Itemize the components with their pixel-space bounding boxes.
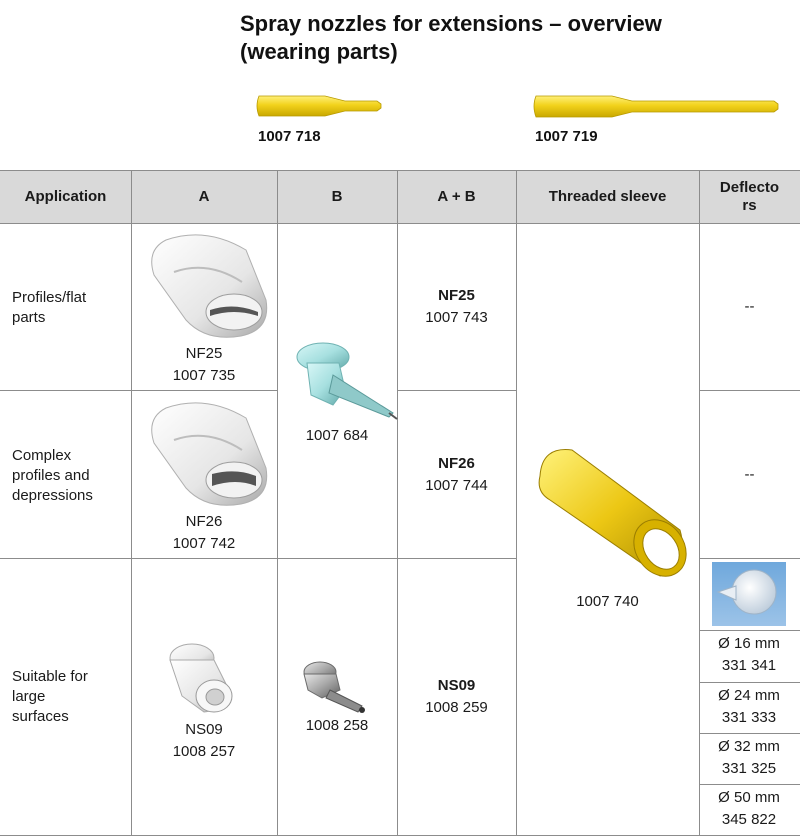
extension-long-part: 1007 719 (535, 128, 598, 145)
page-title (240, 10, 760, 66)
row3-a-label: NS09 1008 257 (172, 721, 236, 760)
ns09-nozzle-image (164, 640, 244, 720)
header-deflectors-line-1: Deflecto (719, 178, 780, 196)
row1-application: Profiles/flat parts (12, 289, 87, 326)
row2-ab-label: NF26 1007 744 (425, 454, 488, 494)
b-nozzle-image (293, 335, 403, 425)
nozzle-table (0, 170, 800, 836)
threaded-sleeve-image (532, 436, 692, 586)
nf26-nozzle-image (146, 398, 276, 510)
extension-short-part: 1007 718 (258, 128, 321, 145)
row2-application: Complex profiles and depressions (12, 447, 93, 504)
deflector-24: Ø 24 mm 331 333 (718, 687, 780, 726)
row3-application: Suitable for large surfaces (12, 668, 88, 725)
header-b: B (277, 170, 397, 223)
row2-deflector: -- (744, 465, 755, 483)
threaded-sleeve-part: 1007 740 (576, 593, 639, 610)
header-threaded-sleeve: Threaded sleeve (516, 170, 699, 223)
row1-deflector: -- (744, 298, 755, 315)
deflector-50: Ø 50 mm 345 822 (718, 789, 780, 828)
deflector-16: Ø 16 mm 331 341 (718, 635, 780, 674)
title-line-2: (wearing parts) (240, 39, 398, 64)
extension-short-image (255, 92, 385, 120)
nf25-nozzle-image (146, 230, 276, 342)
row2-a-label: NF26 1007 742 (172, 513, 236, 552)
header-a: A (131, 170, 277, 223)
title-line-1: Spray nozzles for extensions – overview (240, 11, 662, 36)
deflector-32: Ø 32 mm 331 325 (718, 738, 780, 777)
row1-ab-label: NF25 1007 743 (425, 287, 488, 326)
b-ns09-nozzle-image (300, 658, 370, 718)
header-deflectors (699, 170, 800, 223)
row1-a-label: NF25 1007 735 (172, 345, 236, 384)
header-a-plus-b: A + B (397, 170, 516, 223)
row3-b-label: 1008 258 (305, 717, 369, 734)
b-shared-part: 1007 684 (305, 427, 369, 444)
row3-ab-label: NS09 1008 259 (425, 677, 488, 716)
header-deflectors-line-2: rs (742, 196, 757, 214)
deflector-image (712, 562, 786, 626)
extension-long-image (532, 92, 782, 122)
header-application: Application (0, 170, 131, 223)
